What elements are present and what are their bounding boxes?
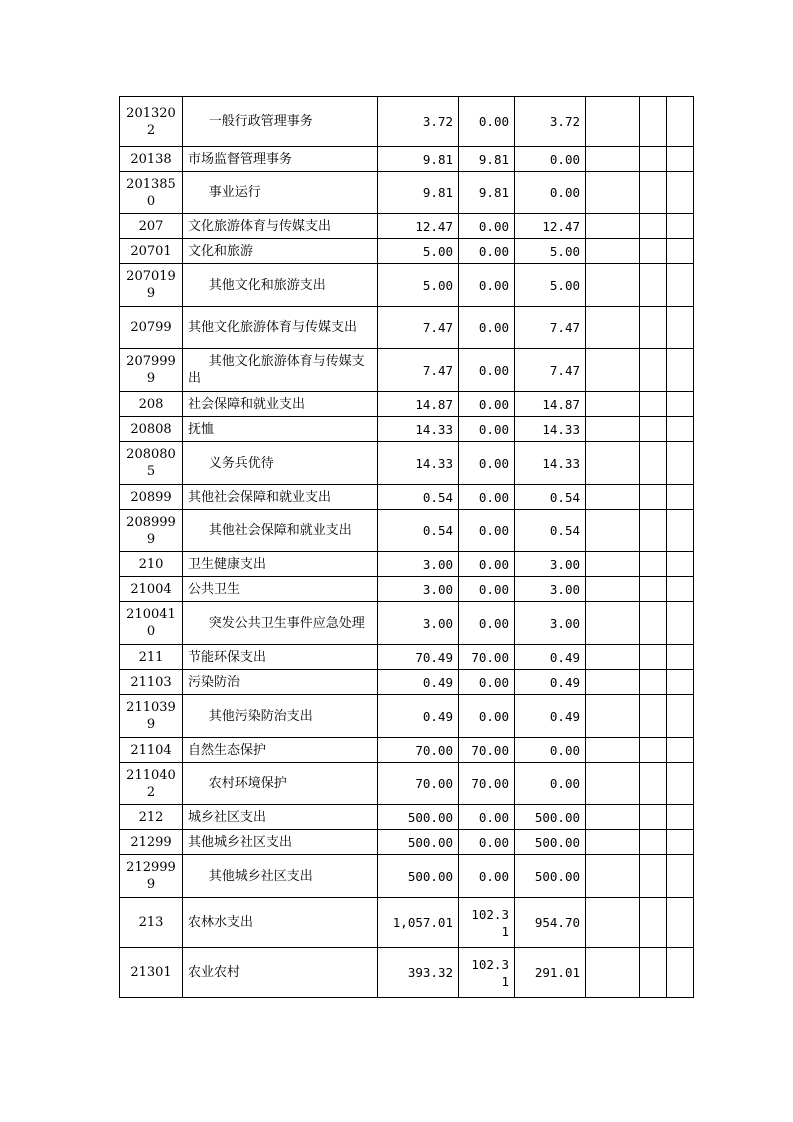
- basic-expenditure-cell: 0.00: [459, 214, 515, 239]
- subject-code-cell: 21301: [120, 948, 183, 998]
- table-row: [120, 239, 694, 264]
- basic-expenditure-cell: 70.00: [459, 763, 515, 805]
- subject-name-cell: 文化和旅游: [183, 239, 378, 264]
- empty-cell: [667, 695, 694, 738]
- table-row: [120, 510, 694, 552]
- empty-cell: [640, 670, 667, 695]
- project-expenditure-cell: 14.33: [515, 417, 586, 442]
- total-amount-cell: 0.49: [378, 670, 459, 695]
- empty-cell: [640, 602, 667, 645]
- subject-code-cell: 21103: [120, 670, 183, 695]
- table-row: [120, 442, 694, 485]
- subject-name-cell: 农林水支出: [183, 898, 378, 948]
- empty-cell: [667, 763, 694, 805]
- subject-name-cell: 节能环保支出: [183, 645, 378, 670]
- total-amount-cell: 14.87: [378, 392, 459, 417]
- basic-expenditure-cell: 0.00: [459, 805, 515, 830]
- basic-expenditure-cell: 0.00: [459, 442, 515, 485]
- table-row: [120, 172, 694, 214]
- total-amount-cell: 9.81: [378, 172, 459, 214]
- total-amount-cell: 70.49: [378, 645, 459, 670]
- table-row: [120, 948, 694, 998]
- table-row: [120, 97, 694, 147]
- empty-cell: [640, 738, 667, 763]
- total-amount-cell: 7.47: [378, 349, 459, 392]
- empty-cell: [640, 695, 667, 738]
- empty-cell: [667, 552, 694, 577]
- empty-cell: [640, 307, 667, 349]
- project-expenditure-cell: 0.00: [515, 738, 586, 763]
- empty-cell: [640, 645, 667, 670]
- subject-code-cell: 20808: [120, 417, 183, 442]
- basic-expenditure-cell: 0.00: [459, 97, 515, 147]
- empty-cell: [667, 172, 694, 214]
- empty-cell: [640, 805, 667, 830]
- subject-name-cell: 其他污染防治支出: [183, 695, 378, 738]
- empty-cell: [586, 172, 640, 214]
- empty-cell: [640, 349, 667, 392]
- subject-name-cell: 农业农村: [183, 948, 378, 998]
- subject-name-cell: 其他文化旅游体育与传媒支出: [183, 349, 378, 392]
- empty-cell: [586, 97, 640, 147]
- subject-name-cell: 文化旅游体育与传媒支出: [183, 214, 378, 239]
- empty-cell: [640, 577, 667, 602]
- subject-code-cell: 20701: [120, 239, 183, 264]
- empty-cell: [586, 602, 640, 645]
- empty-cell: [586, 805, 640, 830]
- subject-name-cell: 污染防治: [183, 670, 378, 695]
- project-expenditure-cell: 5.00: [515, 264, 586, 307]
- empty-cell: [667, 214, 694, 239]
- project-expenditure-cell: 5.00: [515, 239, 586, 264]
- empty-cell: [640, 898, 667, 948]
- table-row: [120, 855, 694, 898]
- empty-cell: [586, 307, 640, 349]
- subject-name-cell: 其他文化和旅游支出: [183, 264, 378, 307]
- project-expenditure-cell: 500.00: [515, 855, 586, 898]
- subject-name-cell: 城乡社区支出: [183, 805, 378, 830]
- empty-cell: [667, 830, 694, 855]
- basic-expenditure-cell: 0.00: [459, 855, 515, 898]
- empty-cell: [640, 552, 667, 577]
- table-row: [120, 670, 694, 695]
- basic-expenditure-cell: 0.00: [459, 417, 515, 442]
- project-expenditure-cell: 0.00: [515, 763, 586, 805]
- subject-code-cell: 213: [120, 898, 183, 948]
- total-amount-cell: 3.72: [378, 97, 459, 147]
- empty-cell: [640, 763, 667, 805]
- empty-cell: [667, 670, 694, 695]
- table-row: [120, 602, 694, 645]
- subject-name-cell: 其他社会保障和就业支出: [183, 485, 378, 510]
- subject-name-cell: 农村环境保护: [183, 763, 378, 805]
- project-expenditure-cell: 3.00: [515, 602, 586, 645]
- empty-cell: [586, 510, 640, 552]
- project-expenditure-cell: 0.54: [515, 510, 586, 552]
- subject-code-cell: 211: [120, 645, 183, 670]
- empty-cell: [667, 307, 694, 349]
- project-expenditure-cell: 7.47: [515, 307, 586, 349]
- basic-expenditure-cell: 0.00: [459, 695, 515, 738]
- basic-expenditure-cell: 0.00: [459, 552, 515, 577]
- empty-cell: [667, 485, 694, 510]
- empty-cell: [667, 645, 694, 670]
- total-amount-cell: 500.00: [378, 805, 459, 830]
- subject-code-cell: 207: [120, 214, 183, 239]
- empty-cell: [586, 577, 640, 602]
- empty-cell: [667, 805, 694, 830]
- empty-cell: [640, 239, 667, 264]
- empty-cell: [640, 417, 667, 442]
- total-amount-cell: 0.54: [378, 485, 459, 510]
- empty-cell: [667, 442, 694, 485]
- project-expenditure-cell: 7.47: [515, 349, 586, 392]
- subject-code-cell: 20899: [120, 485, 183, 510]
- total-amount-cell: 0.54: [378, 510, 459, 552]
- table-row: [120, 485, 694, 510]
- basic-expenditure-cell: 0.00: [459, 510, 515, 552]
- subject-code-cell: 20799: [120, 307, 183, 349]
- table-row: [120, 763, 694, 805]
- subject-code-cell: 2110402: [120, 763, 183, 805]
- project-expenditure-cell: 0.00: [515, 172, 586, 214]
- budget-table: [119, 96, 694, 998]
- empty-cell: [667, 239, 694, 264]
- basic-expenditure-cell: 102.31: [459, 898, 515, 948]
- subject-name-cell: 其他社会保障和就业支出: [183, 510, 378, 552]
- table-row: [120, 805, 694, 830]
- basic-expenditure-cell: 9.81: [459, 147, 515, 172]
- project-expenditure-cell: 500.00: [515, 805, 586, 830]
- total-amount-cell: 70.00: [378, 738, 459, 763]
- project-expenditure-cell: 3.72: [515, 97, 586, 147]
- subject-name-cell: 其他文化旅游体育与传媒支出: [183, 307, 378, 349]
- subject-name-cell: 突发公共卫生事件应急处理: [183, 602, 378, 645]
- table-row: [120, 898, 694, 948]
- project-expenditure-cell: 12.47: [515, 214, 586, 239]
- basic-expenditure-cell: 0.00: [459, 307, 515, 349]
- empty-cell: [640, 97, 667, 147]
- subject-code-cell: 212: [120, 805, 183, 830]
- subject-name-cell: 其他城乡社区支出: [183, 855, 378, 898]
- empty-cell: [640, 855, 667, 898]
- subject-name-cell: 抚恤: [183, 417, 378, 442]
- empty-cell: [667, 602, 694, 645]
- empty-cell: [586, 349, 640, 392]
- subject-name-cell: 一般行政管理事务: [183, 97, 378, 147]
- empty-cell: [586, 763, 640, 805]
- subject-code-cell: 210: [120, 552, 183, 577]
- subject-name-cell: 社会保障和就业支出: [183, 392, 378, 417]
- table-row: [120, 738, 694, 763]
- empty-cell: [586, 392, 640, 417]
- total-amount-cell: 3.00: [378, 552, 459, 577]
- basic-expenditure-cell: 70.00: [459, 738, 515, 763]
- total-amount-cell: 12.47: [378, 214, 459, 239]
- project-expenditure-cell: 3.00: [515, 577, 586, 602]
- total-amount-cell: 3.00: [378, 577, 459, 602]
- project-expenditure-cell: 0.49: [515, 670, 586, 695]
- empty-cell: [640, 442, 667, 485]
- empty-cell: [640, 830, 667, 855]
- subject-code-cell: 2079999: [120, 349, 183, 392]
- table-row: [120, 830, 694, 855]
- subject-code-cell: 2089999: [120, 510, 183, 552]
- table-row: [120, 577, 694, 602]
- total-amount-cell: 9.81: [378, 147, 459, 172]
- subject-name-cell: 自然生态保护: [183, 738, 378, 763]
- empty-cell: [586, 670, 640, 695]
- basic-expenditure-cell: 70.00: [459, 645, 515, 670]
- project-expenditure-cell: 0.49: [515, 695, 586, 738]
- empty-cell: [586, 948, 640, 998]
- table-row: [120, 214, 694, 239]
- basic-expenditure-cell: 0.00: [459, 485, 515, 510]
- total-amount-cell: 14.33: [378, 442, 459, 485]
- empty-cell: [586, 645, 640, 670]
- subject-name-cell: 义务兵优待: [183, 442, 378, 485]
- empty-cell: [640, 392, 667, 417]
- empty-cell: [586, 738, 640, 763]
- project-expenditure-cell: 0.00: [515, 147, 586, 172]
- subject-code-cell: 2100410: [120, 602, 183, 645]
- empty-cell: [667, 510, 694, 552]
- table-row: [120, 307, 694, 349]
- empty-cell: [586, 264, 640, 307]
- table-row: [120, 392, 694, 417]
- subject-code-cell: 2070199: [120, 264, 183, 307]
- table-row: [120, 695, 694, 738]
- basic-expenditure-cell: 0.00: [459, 830, 515, 855]
- empty-cell: [586, 417, 640, 442]
- empty-cell: [667, 417, 694, 442]
- table-row: [120, 417, 694, 442]
- empty-cell: [586, 855, 640, 898]
- basic-expenditure-cell: 0.00: [459, 670, 515, 695]
- subject-code-cell: 21299: [120, 830, 183, 855]
- total-amount-cell: 14.33: [378, 417, 459, 442]
- project-expenditure-cell: 0.54: [515, 485, 586, 510]
- empty-cell: [586, 239, 640, 264]
- empty-cell: [586, 147, 640, 172]
- empty-cell: [586, 695, 640, 738]
- subject-code-cell: 2080805: [120, 442, 183, 485]
- empty-cell: [667, 147, 694, 172]
- basic-expenditure-cell: 0.00: [459, 239, 515, 264]
- basic-expenditure-cell: 0.00: [459, 602, 515, 645]
- total-amount-cell: 7.47: [378, 307, 459, 349]
- table-body: [120, 97, 694, 998]
- project-expenditure-cell: 14.33: [515, 442, 586, 485]
- subject-code-cell: 21104: [120, 738, 183, 763]
- subject-code-cell: 21004: [120, 577, 183, 602]
- subject-name-cell: 市场监督管理事务: [183, 147, 378, 172]
- table-row: [120, 349, 694, 392]
- total-amount-cell: 1,057.01: [378, 898, 459, 948]
- subject-code-cell: 2110399: [120, 695, 183, 738]
- empty-cell: [667, 855, 694, 898]
- total-amount-cell: 5.00: [378, 239, 459, 264]
- empty-cell: [640, 485, 667, 510]
- total-amount-cell: 70.00: [378, 763, 459, 805]
- project-expenditure-cell: 500.00: [515, 830, 586, 855]
- basic-expenditure-cell: 0.00: [459, 392, 515, 417]
- total-amount-cell: 3.00: [378, 602, 459, 645]
- project-expenditure-cell: 291.01: [515, 948, 586, 998]
- empty-cell: [586, 442, 640, 485]
- subject-name-cell: 公共卫生: [183, 577, 378, 602]
- empty-cell: [586, 214, 640, 239]
- empty-cell: [586, 830, 640, 855]
- basic-expenditure-cell: 0.00: [459, 264, 515, 307]
- subject-code-cell: 2013202: [120, 97, 183, 147]
- project-expenditure-cell: 954.70: [515, 898, 586, 948]
- subject-code-cell: 208: [120, 392, 183, 417]
- empty-cell: [586, 898, 640, 948]
- basic-expenditure-cell: 0.00: [459, 349, 515, 392]
- project-expenditure-cell: 14.87: [515, 392, 586, 417]
- basic-expenditure-cell: 9.81: [459, 172, 515, 214]
- basic-expenditure-cell: 0.00: [459, 577, 515, 602]
- total-amount-cell: 5.00: [378, 264, 459, 307]
- empty-cell: [667, 264, 694, 307]
- subject-name-cell: 卫生健康支出: [183, 552, 378, 577]
- empty-cell: [667, 577, 694, 602]
- empty-cell: [586, 552, 640, 577]
- table-row: [120, 645, 694, 670]
- empty-cell: [667, 948, 694, 998]
- empty-cell: [640, 948, 667, 998]
- subject-name-cell: 事业运行: [183, 172, 378, 214]
- total-amount-cell: 500.00: [378, 855, 459, 898]
- empty-cell: [667, 898, 694, 948]
- empty-cell: [640, 214, 667, 239]
- total-amount-cell: 500.00: [378, 830, 459, 855]
- empty-cell: [640, 147, 667, 172]
- subject-code-cell: 20138: [120, 147, 183, 172]
- empty-cell: [667, 738, 694, 763]
- total-amount-cell: 0.49: [378, 695, 459, 738]
- project-expenditure-cell: 3.00: [515, 552, 586, 577]
- empty-cell: [586, 485, 640, 510]
- subject-code-cell: 2013850: [120, 172, 183, 214]
- project-expenditure-cell: 0.49: [515, 645, 586, 670]
- empty-cell: [667, 97, 694, 147]
- empty-cell: [667, 392, 694, 417]
- table-row: [120, 264, 694, 307]
- empty-cell: [640, 510, 667, 552]
- subject-name-cell: 其他城乡社区支出: [183, 830, 378, 855]
- basic-expenditure-cell: 102.31: [459, 948, 515, 998]
- table-row: [120, 552, 694, 577]
- total-amount-cell: 393.32: [378, 948, 459, 998]
- empty-cell: [667, 349, 694, 392]
- empty-cell: [640, 264, 667, 307]
- table-row: [120, 147, 694, 172]
- empty-cell: [640, 172, 667, 214]
- subject-code-cell: 2129999: [120, 855, 183, 898]
